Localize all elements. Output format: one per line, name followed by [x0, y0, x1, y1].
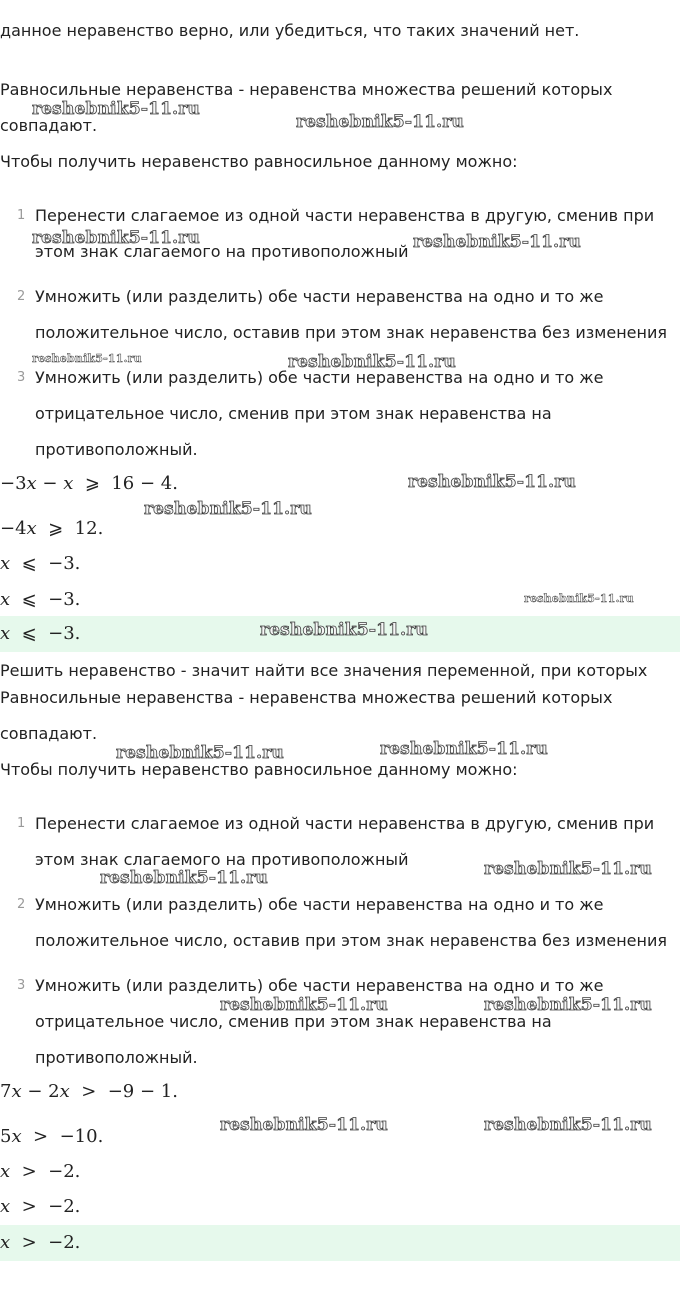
- watermark: reshebnik5-11.ru: [484, 1115, 652, 1135]
- math-step-3: x ⩽ −3.: [0, 553, 81, 574]
- list-item-text: Перенести слагаемое из одной части неравенства в другую, сменив при: [35, 814, 655, 833]
- math-step-3: x > −2.: [0, 1161, 81, 1182]
- watermark: reshebnik5-11.ru: [220, 1115, 388, 1135]
- equivalent-definition: Равносильные неравенства - неравенства множества решений которых: [0, 688, 613, 707]
- watermark: reshebnik5-11.ru: [32, 228, 200, 248]
- intro-line: данное неравенство верно, или убедиться, что таких значений нет.: [0, 21, 580, 40]
- list-item-text: противоположный.: [35, 1048, 198, 1067]
- list-item-text: Умножить (или разделить) обе части неравенства на одно и то же: [35, 287, 604, 306]
- equivalent-definition-cont: совпадают.: [0, 724, 98, 743]
- math-step-4: x > −2.: [0, 1196, 81, 1217]
- watermark: reshebnik5-11.ru: [116, 743, 284, 763]
- math-step-1: −3x − x ⩾ 16 − 4.: [0, 473, 178, 494]
- math-step-1: 7x − 2x > −9 − 1.: [0, 1081, 178, 1102]
- rules-intro: Чтобы получить неравенство равносильное данному можно:: [0, 760, 518, 779]
- list-item-text: этом знак слагаемого на противоположный: [35, 242, 409, 261]
- list-item-text: положительное число, оставив при этом знак неравенства без изменения: [35, 323, 667, 342]
- math-step-2: −4x ⩾ 12.: [0, 518, 104, 539]
- list-number: 1: [17, 208, 26, 223]
- rules-intro: Чтобы получить неравенство равносильное данному можно:: [0, 152, 518, 171]
- watermark: reshebnik5-11.ru: [413, 232, 581, 252]
- list-item-text: Умножить (или разделить) обе части неравенства на одно и то же: [35, 368, 604, 387]
- list-item-text: положительное число, оставив при этом знак неравенства без изменения: [35, 931, 667, 950]
- watermark: reshebnik5-11.ru: [380, 739, 548, 759]
- solve-definition: Решить неравенство - значит найти все значения переменной, при которых: [0, 661, 648, 680]
- watermark: reshebnik5-11.ru: [288, 352, 456, 372]
- watermark: reshebnik5-11.ru: [296, 112, 464, 132]
- watermark: reshebnik5-11.ru: [32, 352, 142, 365]
- watermark: reshebnik5-11.ru: [484, 859, 652, 879]
- watermark: reshebnik5-11.ru: [408, 472, 576, 492]
- watermark: reshebnik5-11.ru: [220, 995, 388, 1015]
- list-number: 2: [17, 897, 26, 912]
- list-number: 2: [17, 289, 26, 304]
- math-step-4: x ⩽ −3.: [0, 589, 81, 610]
- list-item-text: отрицательное число, сменив при этом знак неравенства на: [35, 404, 552, 423]
- math-step-2: 5x > −10.: [0, 1126, 104, 1147]
- list-number: 3: [17, 978, 26, 993]
- list-item-text: этом знак слагаемого на противоположный: [35, 850, 409, 869]
- list-item-text: противоположный.: [35, 440, 198, 459]
- list-item-text: Перенести слагаемое из одной части неравенства в другую, сменив при: [35, 206, 655, 225]
- watermark: reshebnik5-11.ru: [100, 868, 268, 888]
- equivalent-definition: Равносильные неравенства - неравенства множества решений которых: [0, 80, 613, 99]
- math-answer: x ⩽ −3.: [0, 623, 81, 644]
- equivalent-definition-cont: совпадают.: [0, 116, 98, 135]
- list-number: 1: [17, 816, 26, 831]
- list-item-text: отрицательное число, сменив при этом знак неравенства на: [35, 1012, 552, 1031]
- answer-highlight: [0, 1225, 680, 1261]
- watermark: reshebnik5-11.ru: [524, 592, 634, 605]
- watermark: reshebnik5-11.ru: [32, 99, 200, 119]
- list-item-text: Умножить (или разделить) обе части неравенства на одно и то же: [35, 895, 604, 914]
- list-number: 3: [17, 370, 26, 385]
- watermark: reshebnik5-11.ru: [484, 995, 652, 1015]
- watermark: reshebnik5-11.ru: [260, 620, 428, 640]
- math-answer: x > −2.: [0, 1232, 81, 1253]
- watermark: reshebnik5-11.ru: [144, 499, 312, 519]
- list-item-text: Умножить (или разделить) обе части неравенства на одно и то же: [35, 976, 604, 995]
